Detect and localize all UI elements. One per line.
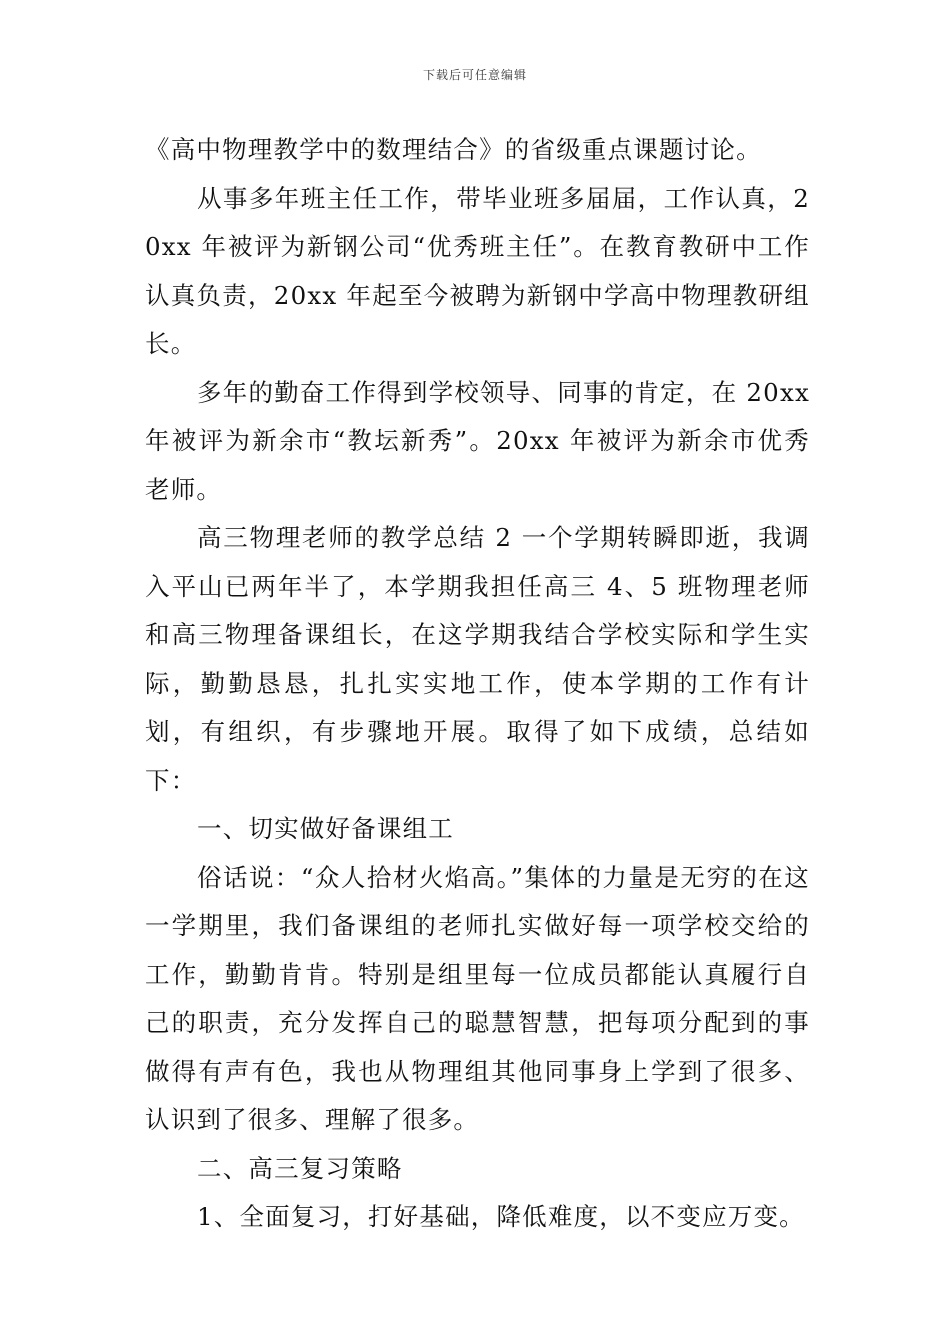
page-header-note: 下载后可任意编辑 <box>422 68 527 82</box>
paragraph: 1、全面复习，打好基础，降低难度，以不变应万变。 <box>197 1202 805 1231</box>
section-heading: 二、高三复习策略 <box>197 1153 403 1183</box>
paragraph: 俗话说：“众人拾材火焰高。”集体的力量是无穷的在这一学期里，我们备课组的老师扎实做好每一项学校交给的工作，勤勤肯肯。特别是组里每一位成员都能认真履行自己的职责，充分发挥自己的聪慧智慧，把每项分配到的事做得有声有色，我也从物理组其他同事身上学到了很多、认识到了很多、理解了很多。 <box>145 862 810 1134</box>
paragraph: 《高中物理教学中的数理结合》的省级重点课题讨论。 <box>145 135 762 164</box>
paragraph: 从事多年班主任工作，带毕业班多届届，工作认真，20xx 年被评为新钢公司“优秀班主任”。在教育教研中工作认真负责，20xx 年起至今被聘为新钢中学高中物理教研组长。 <box>145 183 810 358</box>
section-heading: 一、切实做好备课组工 <box>197 814 454 843</box>
paragraph: 高三物理老师的教学总结 2 一个学期转瞬即逝，我调入平山已两年半了，本学期我担任高三 4、5 班物理老师和高三物理备课组长，在这学期我结合学校实际和学生实际，勤勤恳恳，扎扎实实地工作，使本学期的工作有计划，有组织，有步骤地开展。取得了如下成绩，总结如下： <box>145 523 810 795</box>
document-body <box>145 126 810 1242</box>
paragraph: 多年的勤奋工作得到学校领导、同事的肯定，在 20xx 年被评为新余市“教坛新秀”。20xx 年被评为新余市优秀老师。 <box>145 377 810 504</box>
